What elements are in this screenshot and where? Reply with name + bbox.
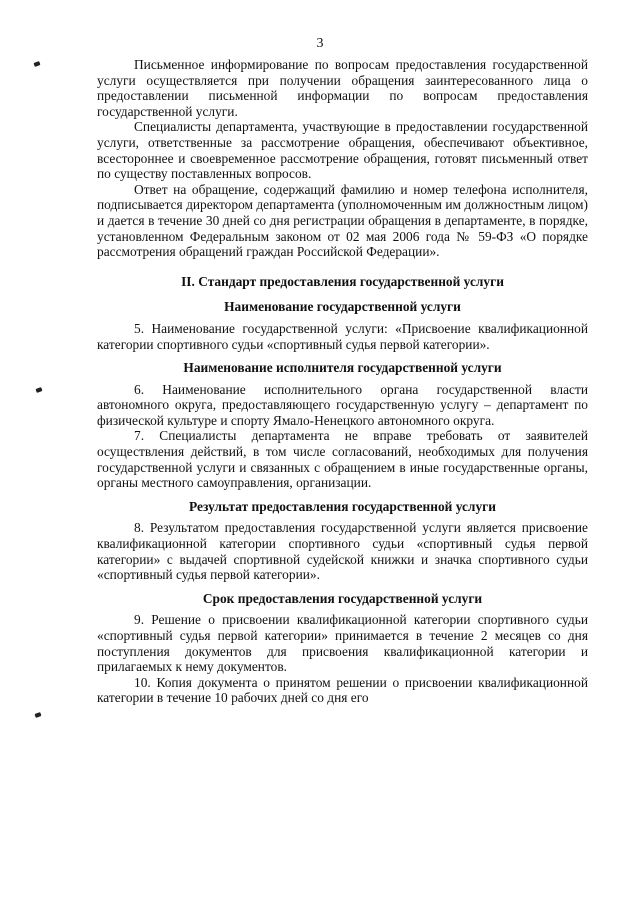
- subsection-heading: Наименование исполнителя государственной услуги: [183, 360, 502, 376]
- scan-mark: [34, 712, 41, 718]
- scan-mark: [35, 387, 42, 393]
- paragraph: 5. Наименование государственной услуги: «Присвоение квалификационной категории спортивного судьи «спортивный судья первой категории».: [97, 320, 588, 352]
- subsection-heading: Наименование государственной услуги: [224, 299, 461, 315]
- subsection-heading: Результат предоставления государственной услуги: [189, 498, 496, 514]
- paragraph: Ответ на обращение, содержащий фамилию и номер телефона исполнителя, подписывается директором департамента (уполномоченным им должностным лицом) и дается в течение 30 дней со дня регистрации обращения в департаменте, в порядке, установленном Федеральным законом от 02 мая 2006 года № 59-ФЗ «О порядке рассмотрения обращений граждан Российской Федерации».: [97, 181, 588, 260]
- page-number: 3: [316, 36, 324, 51]
- paragraph: 10. Копия документа о принятом решении о присвоении квалификационной категории в течение 10 рабочих дней со дня его: [97, 674, 588, 706]
- paragraph: 6. Наименование исполнительного органа государственной власти автономного округа, предоставляющего государственную услугу – департамент по физической культуре и спорту Ямало-Ненецкого автономного округа.: [97, 381, 588, 428]
- section-heading: II. Стандарт предоставления государственной услуги: [181, 273, 504, 289]
- document-body: [97, 57, 588, 706]
- paragraph: 8. Результатом предоставления государственной услуги является присвоение квалификационной категории спортивного судьи «спортивный судья первой категории» с выдачей спортивной судейской книжки и значка спортивного судьи «спортивный судья первой категории».: [97, 520, 588, 583]
- scan-mark: [33, 61, 40, 67]
- paragraph: Письменное информирование по вопросам предоставления государственной услуги осуществляется при получении обращения заинтересованного лица о предоставлении письменной информации по вопросам предоставления государственной услуги.: [97, 57, 588, 119]
- paragraph: 7. Специалисты департамента не вправе требовать от заявителей осуществления действий, в том числе согласований, необходимых для получения государственной услуги и связанных с обращением в иные государственные органы, органы местного самоуправления, организации.: [97, 428, 588, 491]
- paragraph: Специалисты департамента, участвующие в предоставлении государственной услуги, ответственные за рассмотрение обращения, обеспечивают объективное, всестороннее и своевременное рассмотрение обращения, готовят письменный ответ по существу поставленных вопросов.: [97, 119, 588, 182]
- paragraph: 9. Решение о присвоении квалификационной категории спортивного судьи «спортивный судья первой категории» принимается в течение 2 месяцев со дня поступления документов для присвоения квалификационной категории и прилагаемых к нему документов.: [97, 612, 588, 675]
- subsection-heading: Срок предоставления государственной услуги: [202, 590, 483, 606]
